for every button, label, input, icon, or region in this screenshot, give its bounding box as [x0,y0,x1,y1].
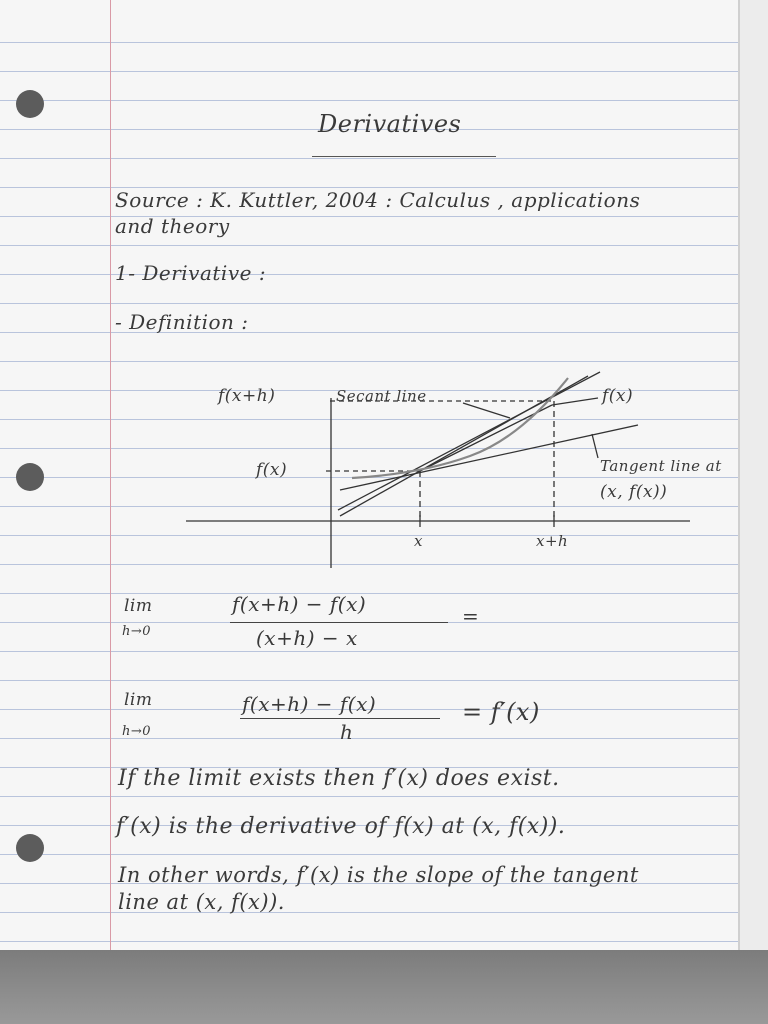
eq2-limit-subscript: h→0 [122,724,152,739]
label-x-plus-h: x+h [536,532,569,550]
eq1-fraction-bar [230,622,448,623]
source-line-2: and theory [115,214,230,238]
curve-tail [552,398,598,405]
eq1-equals: = [462,604,480,628]
label-x: x [414,532,423,550]
tangent-line [340,425,638,490]
text-line-3: In other words, f′(x) is the slope of the tangent [118,863,639,887]
label-fxh: f(x+h) [218,386,276,406]
eq2-fraction-bar [240,718,440,719]
page-title: Derivatives [318,110,462,138]
eq2-denominator: h [340,720,354,744]
eq1-numerator: f(x+h) − f(x) [232,592,367,616]
label-fx-axis: f(x) [256,460,288,480]
secant-label-pointer [463,403,510,418]
section-heading: 1- Derivative : [115,261,267,285]
secant-segment [420,405,552,471]
label-secant-line: Secant line [336,387,427,405]
text-line-1: If the limit exists then f′(x) does exist. [118,766,560,791]
tangent-label-pointer [592,434,598,458]
label-tangent-point: (x, f(x)) [600,482,668,502]
eq1-limit-subscript: h→0 [122,624,152,639]
eq2-numerator: f(x+h) − f(x) [242,692,377,716]
label-tangent-line: Tangent line at [600,457,722,475]
text-line-2: f′(x) is the derivative of f(x) at (x, f(x)). [116,814,566,839]
eq1-lim: lim [124,596,153,616]
eq1-denominator: (x+h) − x [256,626,358,650]
eq2-lim: lim [124,690,153,710]
text-line-4: line at (x, f(x)). [118,890,285,914]
eq2-result: = f′(x) [462,698,540,726]
label-fx-curve: f(x) [602,386,634,406]
source-line: Source : K. Kuttler, 2004 : Calculus , applications [115,188,641,212]
subsection-heading: - Definition : [115,310,249,334]
